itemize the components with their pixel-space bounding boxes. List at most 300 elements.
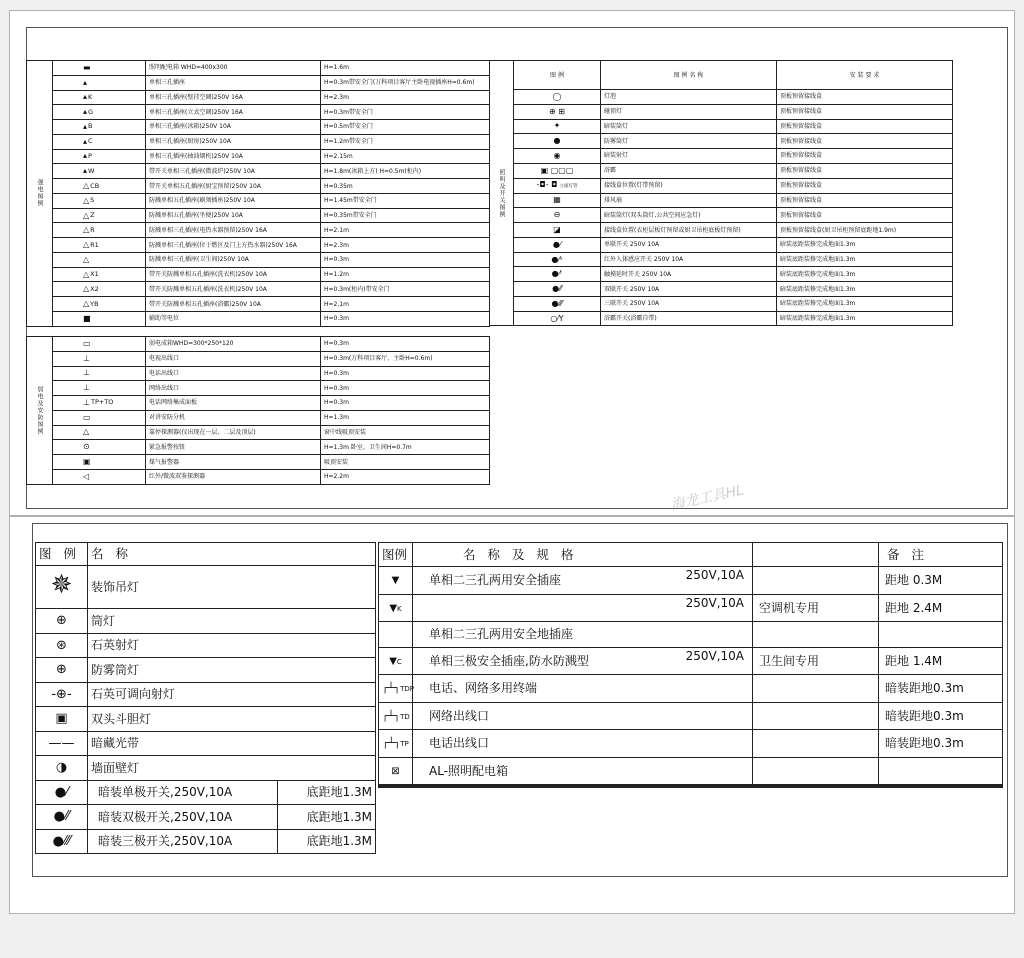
install-requirement: 暗装底距装修完成地面1.3m — [777, 282, 953, 297]
symbol-icon: ✵ — [50, 570, 73, 600]
install-requirement: H=2.15m — [321, 149, 490, 164]
install-requirement: H=2.3m — [321, 90, 490, 105]
item-name: 灯泡 — [601, 90, 777, 105]
strong-row — [27, 208, 490, 223]
symbol-icon: ●⁄⁄ — [552, 284, 562, 294]
item-name: 暗藏光带 — [88, 731, 376, 756]
item-remark: 底距地1.3M — [278, 829, 376, 854]
symbol-icon: ▬ — [83, 62, 91, 72]
legend-symbol — [53, 381, 146, 396]
item-note: 距地 1.4M — [879, 647, 1003, 675]
symbol-icon: ⊕ — [56, 662, 67, 677]
item-name — [413, 757, 753, 785]
item-name: 排风扇 — [601, 193, 777, 208]
legend-symbol — [53, 396, 146, 411]
legend-symbol — [53, 120, 146, 135]
legend-symbol — [379, 622, 413, 648]
item-name-text: 网络出线口 — [429, 708, 490, 723]
symbol-icon: ⊛ — [56, 637, 67, 653]
weak-row — [27, 425, 490, 440]
install-requirement: H=0.3m(柜内)带安全门 — [321, 282, 490, 297]
legend-symbol — [53, 410, 146, 425]
item-name: 电视出线口 — [146, 351, 321, 366]
item-name — [413, 675, 753, 703]
symbol-tag: TP+TO — [90, 398, 114, 407]
legend-row — [36, 780, 376, 805]
legend-symbol — [53, 297, 146, 312]
item-name: 双联开关 250V 10A — [601, 282, 777, 297]
legend-symbol — [514, 149, 601, 164]
strong-row — [27, 134, 490, 149]
legend-symbol — [53, 425, 146, 440]
symbol-icon: ▣ — [83, 457, 91, 466]
item-name: 对讲安防分机 — [146, 410, 321, 425]
item-use — [753, 675, 879, 703]
symbol-icon: ●⁄ — [552, 239, 562, 249]
legend-symbol — [53, 164, 146, 179]
symbol-tag: R — [90, 225, 95, 234]
legend-symbol — [36, 756, 88, 781]
item-name: 暗装筒灯 — [601, 119, 777, 134]
column-header: 图 例 — [36, 543, 88, 566]
item-name: 带开关防溅单相五孔插座(浴霸)250V 10A — [146, 297, 321, 312]
legend-symbol — [514, 237, 601, 252]
install-requirement: H=2.1m — [321, 223, 490, 238]
symbol-icon: ●⁄ᵗ — [551, 269, 563, 279]
legend-row — [379, 647, 1003, 675]
symbol-icon: ◁ — [83, 471, 90, 481]
item-name: 单联开关 250V 10A — [601, 237, 777, 252]
symbol-icon: △ — [83, 254, 90, 264]
symbol-icon: ▴ — [83, 107, 88, 117]
item-spec: 250V,10A — [685, 648, 744, 663]
weak-row — [27, 351, 490, 366]
strong-row — [27, 282, 490, 297]
item-note — [879, 622, 1003, 648]
symbol-icon: ◉ — [553, 150, 561, 160]
symbol-tag: G — [88, 107, 94, 116]
legend-symbol — [514, 296, 601, 311]
install-requirement: H=1.3m 卧室、卫生间H=0.7m — [321, 440, 490, 455]
item-name: 防溅单相三孔插座(电热水器预留)250V 16A — [146, 223, 321, 238]
strong-row — [27, 149, 490, 164]
lighting-row — [490, 311, 953, 326]
symbol-icon: △ — [83, 181, 90, 190]
item-name: 石英可调向射灯 — [88, 682, 376, 707]
item-name: 装饰吊灯 — [88, 566, 376, 609]
item-name: 浴霸 — [601, 163, 777, 178]
symbol-tag: TD — [400, 712, 410, 721]
install-requirement: H=1.3m — [321, 410, 490, 425]
symbol-tag: TDP — [400, 685, 414, 693]
legend-symbol — [53, 75, 146, 90]
item-name: 单相三孔插座(厨房)250V 10A — [146, 134, 321, 149]
legend-row — [36, 707, 376, 732]
symbol-icon: △ — [83, 269, 90, 279]
symbol-icon: —— — [48, 735, 75, 751]
item-name: 碰顶灯 — [601, 104, 777, 119]
legend-row — [36, 805, 376, 830]
legend-symbol — [53, 179, 146, 194]
lighting-header-row — [490, 61, 953, 90]
install-requirement: 顶板预留接线盒 — [777, 104, 953, 119]
symbol-icon: ▴ — [83, 166, 88, 176]
weak-row — [27, 440, 490, 455]
symbol-icon: ⊕ ⊞ — [549, 106, 565, 116]
symbol-icon: ●⁄ — [54, 784, 69, 800]
symbol-icon: ○⁄Y — [550, 313, 564, 323]
legend-row — [36, 566, 376, 609]
item-name: 红外人体感应开关 250V 10A — [601, 252, 777, 267]
install-requirement: H=0.35m带安全门 — [321, 208, 490, 223]
symbol-icon: ▭ — [83, 338, 91, 348]
symbol-icon: ▣ — [55, 711, 68, 726]
legend-symbol — [514, 90, 601, 105]
strong-electric-table — [26, 60, 490, 327]
item-name — [413, 702, 753, 730]
weak-electric-table — [26, 336, 490, 485]
install-requirement: 顶板预留接线盒 — [777, 178, 953, 193]
install-requirement: 暗装底距装修完成地面1.3m — [777, 237, 953, 252]
symbol-tag: W — [88, 166, 95, 175]
symbol-icon: ⊥ — [83, 383, 90, 393]
lighting-switch-table — [489, 60, 953, 326]
legend-symbol — [514, 193, 601, 208]
symbol-icon: -◘- ◘ — [536, 180, 558, 190]
symbol-tag: 立面灯管 — [559, 183, 578, 189]
item-note: 距地 0.3M — [879, 567, 1003, 595]
symbol-icon: ⊠ — [391, 765, 400, 777]
symbol-icon: △ — [83, 210, 90, 220]
symbol-icon: ▼ — [389, 602, 398, 614]
symbol-icon: △ — [83, 427, 90, 437]
item-use — [753, 757, 879, 785]
symbol-icon: ◪ — [553, 225, 561, 234]
symbol-icon: ✦ — [553, 121, 561, 131]
lighting-row — [490, 178, 953, 193]
item-name — [413, 730, 753, 758]
item-name: 弱电成箱WHD=300*250*120 — [146, 337, 321, 352]
install-requirement: H=1.2m — [321, 267, 490, 282]
item-name: 带开关单相五孔插座(厨宝预留)250V 10A — [146, 179, 321, 194]
symbol-icon: ┌┴┐ — [382, 683, 401, 694]
install-requirement: 吸顶安装 — [321, 455, 490, 470]
upper-drawing-sheet — [9, 10, 1015, 516]
lighting-row — [490, 296, 953, 311]
weak-row — [27, 410, 490, 425]
install-requirement: H=0.3m带安全门 — [321, 105, 490, 120]
symbol-icon: ┌┴┐ — [382, 710, 401, 722]
legend-row — [36, 731, 376, 756]
item-note: 暗装距地0.3m — [879, 702, 1003, 730]
install-requirement: H=0.3m — [321, 337, 490, 352]
item-use: 卫生间专用 — [753, 647, 879, 675]
install-requirement: 顶板预留接线盒 — [777, 119, 953, 134]
symbol-icon: ⊙ — [83, 442, 90, 452]
item-name: 三联开关 250V 10A — [601, 296, 777, 311]
section-label: 强电图例 — [27, 61, 53, 327]
install-requirement: 暗装底距装修完成地面1.3m — [777, 311, 953, 326]
symbol-icon: △ — [83, 299, 90, 309]
install-requirement: H=0.3m — [321, 396, 490, 411]
legend-symbol — [36, 780, 88, 805]
legend-row — [379, 757, 1003, 785]
install-requirement: H=1.45m带安全门 — [321, 193, 490, 208]
strong-row — [27, 193, 490, 208]
legend-symbol — [379, 730, 413, 758]
legend-symbol — [36, 658, 88, 683]
strong-row — [27, 120, 490, 135]
legend-symbol — [514, 282, 601, 297]
install-requirement: 顶板预留接线盒 — [777, 90, 953, 105]
item-name: 触摸延时开关 250V 10A — [601, 267, 777, 282]
legend-symbol — [36, 566, 88, 609]
legend-symbol — [53, 149, 146, 164]
item-name: 暗装射灯 — [601, 149, 777, 164]
column-header — [753, 543, 879, 567]
item-name: 浴霸开关(浴霸自带) — [601, 311, 777, 326]
item-name: 照明配电箱 WHD=400x300 — [146, 61, 321, 76]
legend-symbol — [53, 90, 146, 105]
symbol-icon: ■ — [83, 313, 91, 323]
item-remark: 底距地1.3M — [278, 780, 376, 805]
legend-symbol — [514, 208, 601, 223]
item-use: 空调机专用 — [753, 594, 879, 622]
legend-symbol — [379, 675, 413, 703]
symbol-tag: TP — [400, 740, 409, 748]
install-requirement: 顶板预留接线盒 — [777, 208, 953, 223]
item-name: 单相三孔插座(立式空调)250V 16A — [146, 105, 321, 120]
legend-symbol — [53, 105, 146, 120]
legend-symbol — [514, 104, 601, 119]
column-header: 备 注 — [879, 543, 1003, 567]
lighting-row — [490, 282, 953, 297]
item-name: 带开关防溅单相五孔插座(洗衣机)250V 10A — [146, 282, 321, 297]
item-name: 防雾筒灯 — [88, 658, 376, 683]
install-requirement: H=2.3m — [321, 238, 490, 253]
lighting-row — [490, 193, 953, 208]
item-use — [753, 702, 879, 730]
legend-symbol — [379, 594, 413, 622]
symbol-icon: ●⁄⁄ — [53, 809, 70, 824]
item-name-text: 单相三极安全插座,防水防溅型 — [429, 653, 589, 668]
strong-row — [27, 252, 490, 267]
strong-row — [27, 297, 490, 312]
legend-symbol — [53, 351, 146, 366]
legend-symbol — [53, 61, 146, 76]
install-requirement: H=0.3m — [321, 366, 490, 381]
item-name: 暗装三极开关,250V,10A — [88, 829, 278, 854]
legend-row — [36, 829, 376, 854]
install-requirement: H=1.6m — [321, 61, 490, 76]
legend-row — [36, 682, 376, 707]
symbol-tag: C — [88, 137, 93, 146]
item-name-text: 电话出线口 — [429, 736, 490, 750]
item-name-text: 电话、网络多用终端 — [429, 681, 538, 695]
install-requirement: H=0.3m带安全门(万科项目客厅主卧电视插座H=0.6m) — [321, 75, 490, 90]
item-name: 红外/微波双鉴探测器 — [146, 469, 321, 484]
socket-legend-table — [378, 542, 1003, 788]
section-label: 弱电及安防图例 — [27, 337, 53, 485]
item-name-text: 单相二三孔两用安全插座 — [429, 573, 562, 587]
symbol-icon: ▦ — [553, 195, 561, 205]
item-name: 靠停探测器(仅出现在一层、二层及顶层) — [146, 425, 321, 440]
column-header: 名 称 及 规 格 — [413, 543, 753, 567]
item-use — [753, 787, 879, 788]
symbol-icon: ▴ — [83, 77, 88, 87]
item-note — [879, 757, 1003, 785]
symbol-tag: S — [90, 196, 95, 205]
strong-row — [27, 267, 490, 282]
legend-symbol — [514, 267, 601, 282]
symbol-icon: △ — [83, 195, 90, 205]
column-header: 图 例 — [514, 61, 601, 90]
legend-symbol — [36, 707, 88, 732]
item-name: 暗装双极开关,250V,10A — [88, 805, 278, 830]
symbol-tag: P — [88, 151, 92, 160]
item-name: 接线盒位置(灯带预留) — [601, 178, 777, 193]
item-name — [413, 787, 753, 788]
legend-symbol — [53, 440, 146, 455]
legend-row — [379, 787, 1003, 788]
item-note: 暗装距地0.3m — [879, 675, 1003, 703]
column-header: 图 例 名 称 — [601, 61, 777, 90]
item-name — [413, 594, 753, 622]
install-requirement: 暗装底距装修完成地面1.3m — [777, 252, 953, 267]
lighting-row — [490, 208, 953, 223]
legend-symbol — [36, 805, 88, 830]
lighting-row — [490, 163, 953, 178]
item-name: 电话出线口 — [146, 366, 321, 381]
install-requirement: H=0.3m — [321, 252, 490, 267]
item-name: 单相三孔插座(冰箱)250V 10A — [146, 120, 321, 135]
weak-row — [27, 455, 490, 470]
item-spec: 250V,10A — [685, 568, 744, 582]
symbol-tag: CB — [90, 181, 100, 190]
symbol-icon: ▭ — [83, 412, 91, 422]
symbol-icon: ⊥ — [83, 397, 90, 407]
strong-row — [27, 312, 490, 327]
strong-row — [27, 179, 490, 194]
lighting-row — [490, 134, 953, 149]
item-use — [753, 567, 879, 595]
install-requirement: H=0.3m — [321, 312, 490, 327]
legend-row — [379, 675, 1003, 703]
legend-symbol — [53, 282, 146, 297]
legend-symbol — [36, 731, 88, 756]
legend-symbol — [514, 223, 601, 238]
item-name: 单相三孔插座 — [146, 75, 321, 90]
item-name-text: 单相二三孔两用安全地插座 — [429, 627, 574, 641]
item-note: 距地 2.4M — [879, 594, 1003, 622]
item-name: 暗装单极开关,250V,10A — [88, 780, 278, 805]
item-name: 墙面壁灯 — [88, 756, 376, 781]
lower-drawing-sheet — [9, 516, 1015, 914]
install-requirement: 顶板预留接线盒 — [777, 149, 953, 164]
legend-symbol — [53, 223, 146, 238]
item-name: 防溅单相五孔插座(坐便)250V 10A — [146, 208, 321, 223]
column-header: 名 称 — [88, 543, 376, 566]
item-name: 煤气报警器 — [146, 455, 321, 470]
lighting-row — [490, 149, 953, 164]
install-requirement: 暗装底距装修完成地面1.3m — [777, 296, 953, 311]
symbol-tag: Z — [90, 211, 95, 220]
symbol-icon: ●⁄⁄⁄ — [52, 833, 71, 849]
weak-row — [27, 366, 490, 381]
item-name: 网络出线口 — [146, 381, 321, 396]
item-name: 接线盒位置(衣柜层板灯预留或厨卫吊柜底板灯预留) — [601, 223, 777, 238]
install-requirement: 顶板预留接线盒 — [777, 163, 953, 178]
weak-row — [27, 469, 490, 484]
legend-row — [379, 730, 1003, 758]
weak-row — [27, 337, 490, 352]
item-name: 石英射灯 — [88, 633, 376, 658]
strong-row — [27, 105, 490, 120]
strong-row — [27, 238, 490, 253]
item-note: 暗装距地0.3m — [879, 730, 1003, 758]
item-name: 防溅单相五孔插座(刷须插座)250V 10A — [146, 193, 321, 208]
legend-symbol — [514, 252, 601, 267]
install-requirement: 顶板预留接线盒 — [777, 134, 953, 149]
install-requirement: H=2.2m — [321, 469, 490, 484]
symbol-tag: C — [396, 657, 402, 666]
item-name: 双头斗胆灯 — [88, 707, 376, 732]
symbol-icon: ┌┴┐ — [382, 738, 401, 749]
strong-row — [27, 223, 490, 238]
symbol-icon: ▴ — [83, 136, 88, 146]
symbol-icon: △ — [83, 284, 90, 294]
legend-symbol — [53, 469, 146, 484]
section-label: 照明及开关图例 — [490, 61, 514, 326]
symbol-tag: K — [88, 92, 93, 101]
symbol-icon: ▼ — [389, 655, 397, 667]
item-note — [879, 787, 1003, 788]
symbol-icon: -⊕- — [51, 686, 72, 702]
symbol-tag: X1 — [90, 270, 99, 279]
lighting-row — [490, 267, 953, 282]
item-name: 防溅单相三孔插座(卫生间)250V 10A — [146, 252, 321, 267]
lighting-row — [490, 252, 953, 267]
legend-symbol — [53, 455, 146, 470]
legend-symbol — [379, 757, 413, 785]
symbol-icon: ▴ — [83, 151, 88, 161]
legend-symbol — [514, 134, 601, 149]
item-use — [753, 622, 879, 648]
item-use — [753, 730, 879, 758]
weak-row — [27, 381, 490, 396]
lighting-row — [490, 223, 953, 238]
item-name — [413, 647, 753, 675]
symbol-icon: ● — [553, 136, 561, 146]
legend-symbol — [379, 787, 413, 788]
lighting-row — [490, 237, 953, 252]
legend-row — [379, 594, 1003, 622]
lighting-row — [490, 104, 953, 119]
legend-symbol — [53, 267, 146, 282]
symbol-icon: ●⁄⁄⁄ — [551, 298, 563, 308]
item-name: 带开关防溅单相五孔插座(洗衣机)250V 10A — [146, 267, 321, 282]
legend-symbol — [36, 682, 88, 707]
symbol-icon: ◑ — [55, 760, 68, 775]
symbol-icon: ▴ — [83, 121, 88, 131]
watermark: 海龙工具HL — [669, 482, 746, 514]
legend-symbol — [379, 567, 413, 595]
item-name: 辅助等电位 — [146, 312, 321, 327]
legend-row — [36, 609, 376, 634]
legend-symbol — [379, 702, 413, 730]
symbol-icon: ▣ ▢▢▢ — [540, 165, 574, 175]
symbol-icon: △ — [83, 240, 90, 250]
